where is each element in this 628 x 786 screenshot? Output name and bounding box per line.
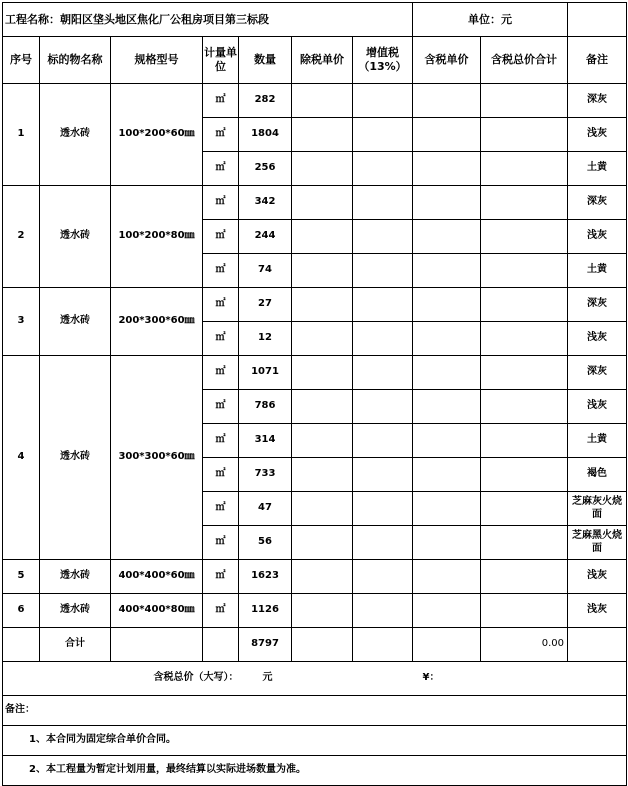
cell-total-inc-tax [481, 526, 568, 560]
cell-vat [353, 560, 413, 594]
note-row [3, 756, 627, 786]
cell-total-inc-tax [481, 458, 568, 492]
cell-unit: ㎡ [203, 118, 239, 152]
cell-qty: 1623 [239, 560, 292, 594]
cell-name: 透水砖 [40, 356, 111, 560]
price-table [2, 2, 627, 786]
cell-total-inc-tax [481, 186, 568, 220]
cell-spec: 300*300*60㎜ [111, 356, 203, 560]
table-row [3, 288, 627, 322]
cell-remark: 芝麻灰火烧面 [568, 492, 627, 526]
cell-unit: ㎡ [203, 152, 239, 186]
cell-price-ex-tax [292, 118, 353, 152]
cell-vat [353, 288, 413, 322]
grand-total-yuan: 元 [239, 662, 353, 696]
cell-qty: 56 [239, 526, 292, 560]
cell-unit: ㎡ [203, 220, 239, 254]
cell-unit: ㎡ [203, 594, 239, 628]
cell-qty: 1071 [239, 356, 292, 390]
cell-remark: 浅灰 [568, 322, 627, 356]
total-blank-spec [111, 628, 203, 662]
cell-price-inc-tax [413, 152, 481, 186]
cell-total-inc-tax [481, 424, 568, 458]
cell-name: 透水砖 [40, 288, 111, 356]
cell-qty: 1804 [239, 118, 292, 152]
cell-price-inc-tax [413, 424, 481, 458]
cell-vat [353, 254, 413, 288]
cell-price-ex-tax [292, 322, 353, 356]
cell-qty: 47 [239, 492, 292, 526]
total-amount: 0.00 [481, 628, 568, 662]
note-row [3, 726, 627, 756]
cell-vat [353, 594, 413, 628]
note-item: 2、本工程量为暂定计划用量，最终结算以实际进场数量为准。 [3, 756, 627, 786]
header-qty: 数量 [239, 37, 292, 84]
cell-price-inc-tax [413, 84, 481, 118]
cell-vat [353, 322, 413, 356]
cell-remark: 土黄 [568, 254, 627, 288]
cell-price-ex-tax [292, 254, 353, 288]
cell-unit: ㎡ [203, 560, 239, 594]
cell-seq: 4 [3, 356, 40, 560]
cell-vat [353, 356, 413, 390]
cell-unit: ㎡ [203, 288, 239, 322]
cell-remark: 芝麻黑火烧面 [568, 526, 627, 560]
cell-remark: 深灰 [568, 84, 627, 118]
table-row [3, 84, 627, 118]
table-row [3, 560, 627, 594]
cell-unit: ㎡ [203, 458, 239, 492]
cell-qty: 74 [239, 254, 292, 288]
cell-price-inc-tax [413, 560, 481, 594]
cell-price-ex-tax [292, 594, 353, 628]
note-item: 1、本合同为固定综合单价合同。 [3, 726, 627, 756]
cell-spec: 100*200*60㎜ [111, 84, 203, 186]
cell-vat [353, 152, 413, 186]
cell-seq: 2 [3, 186, 40, 288]
cell-spec: 100*200*80㎜ [111, 186, 203, 288]
cell-total-inc-tax [481, 254, 568, 288]
total-blank-seq [3, 628, 40, 662]
cell-qty: 12 [239, 322, 292, 356]
cell-total-inc-tax [481, 84, 568, 118]
cell-qty: 282 [239, 84, 292, 118]
cell-price-inc-tax [413, 492, 481, 526]
cell-price-ex-tax [292, 424, 353, 458]
header-spec: 规格型号 [111, 37, 203, 84]
unit-label: 单位：元 [413, 3, 568, 37]
cell-price-ex-tax [292, 152, 353, 186]
cell-vat [353, 84, 413, 118]
cell-vat [353, 492, 413, 526]
cell-qty: 733 [239, 458, 292, 492]
cell-unit: ㎡ [203, 390, 239, 424]
cell-price-ex-tax [292, 526, 353, 560]
header-remark: 备注 [568, 37, 627, 84]
cell-seq: 6 [3, 594, 40, 628]
cell-remark: 浅灰 [568, 220, 627, 254]
cell-vat [353, 220, 413, 254]
cell-qty: 342 [239, 186, 292, 220]
cell-total-inc-tax [481, 322, 568, 356]
cell-remark: 浅灰 [568, 560, 627, 594]
cell-price-ex-tax [292, 288, 353, 322]
cell-vat [353, 526, 413, 560]
cell-price-ex-tax [292, 390, 353, 424]
cell-qty: 314 [239, 424, 292, 458]
cell-remark: 土黄 [568, 424, 627, 458]
header-total-inc-tax: 含税总价合计 [481, 37, 568, 84]
total-qty: 8797 [239, 628, 292, 662]
cell-qty: 27 [239, 288, 292, 322]
cell-price-inc-tax [413, 186, 481, 220]
cell-qty: 244 [239, 220, 292, 254]
cell-price-inc-tax [413, 390, 481, 424]
table-row [3, 186, 627, 220]
notes-label-row [3, 696, 627, 726]
cell-total-inc-tax [481, 356, 568, 390]
cell-unit: ㎡ [203, 356, 239, 390]
cell-remark: 浅灰 [568, 390, 627, 424]
cell-total-inc-tax [481, 560, 568, 594]
total-blank-remark [568, 628, 627, 662]
cell-total-inc-tax [481, 220, 568, 254]
cell-price-ex-tax [292, 560, 353, 594]
cell-unit: ㎡ [203, 186, 239, 220]
total-blank-price [292, 628, 353, 662]
cell-unit: ㎡ [203, 424, 239, 458]
cell-remark: 土黄 [568, 152, 627, 186]
cell-price-inc-tax [413, 526, 481, 560]
cell-remark: 浅灰 [568, 594, 627, 628]
header-vat: 增值税（13%） [353, 37, 413, 84]
cell-total-inc-tax [481, 390, 568, 424]
header-price-ex-tax: 除税单价 [292, 37, 353, 84]
cell-remark: 深灰 [568, 356, 627, 390]
cell-name: 透水砖 [40, 84, 111, 186]
cell-spec: 200*300*60㎜ [111, 288, 203, 356]
cell-seq: 1 [3, 84, 40, 186]
table-row [3, 594, 627, 628]
cell-vat [353, 390, 413, 424]
cell-price-ex-tax [292, 492, 353, 526]
cell-spec: 400*400*60㎜ [111, 560, 203, 594]
cell-price-ex-tax [292, 84, 353, 118]
cell-spec: 400*400*80㎜ [111, 594, 203, 628]
cell-name: 透水砖 [40, 594, 111, 628]
total-blank-unit [203, 628, 239, 662]
header-seq: 序号 [3, 37, 40, 84]
project-name: 工程名称：朝阳区垡头地区焦化厂公租房项目第三标段 [3, 3, 413, 37]
cell-name: 透水砖 [40, 186, 111, 288]
cell-vat [353, 458, 413, 492]
grand-total-row [3, 662, 627, 696]
cell-vat [353, 186, 413, 220]
cell-price-inc-tax [413, 322, 481, 356]
cell-price-ex-tax [292, 356, 353, 390]
cell-total-inc-tax [481, 288, 568, 322]
cell-vat [353, 424, 413, 458]
total-blank-inc-price [413, 628, 481, 662]
total-blank-vat [353, 628, 413, 662]
cell-remark: 深灰 [568, 288, 627, 322]
cell-seq: 5 [3, 560, 40, 594]
cell-total-inc-tax [481, 594, 568, 628]
total-row [3, 628, 627, 662]
cell-remark: 褐色 [568, 458, 627, 492]
cell-unit: ㎡ [203, 322, 239, 356]
header-price-inc-tax: 含税单价 [413, 37, 481, 84]
cell-remark: 浅灰 [568, 118, 627, 152]
cell-price-inc-tax [413, 254, 481, 288]
cell-price-ex-tax [292, 458, 353, 492]
cell-price-inc-tax [413, 220, 481, 254]
cell-price-inc-tax [413, 458, 481, 492]
cell-price-inc-tax [413, 288, 481, 322]
header-name: 标的物名称 [40, 37, 111, 84]
cell-vat [353, 118, 413, 152]
cell-unit: ㎡ [203, 254, 239, 288]
cell-unit: ㎡ [203, 84, 239, 118]
cell-price-ex-tax [292, 220, 353, 254]
cell-name: 透水砖 [40, 560, 111, 594]
cell-price-ex-tax [292, 186, 353, 220]
cell-seq: 3 [3, 288, 40, 356]
title-blank-cell [568, 3, 627, 37]
cell-qty: 786 [239, 390, 292, 424]
cell-total-inc-tax [481, 492, 568, 526]
header-unit: 计量单位 [203, 37, 239, 84]
cell-unit: ㎡ [203, 492, 239, 526]
cell-remark: 深灰 [568, 186, 627, 220]
cell-total-inc-tax [481, 118, 568, 152]
notes-label: 备注： [3, 696, 627, 726]
cell-price-inc-tax [413, 356, 481, 390]
cell-unit: ㎡ [203, 526, 239, 560]
cell-price-inc-tax [413, 118, 481, 152]
cell-total-inc-tax [481, 152, 568, 186]
cell-qty: 256 [239, 152, 292, 186]
cell-price-inc-tax [413, 594, 481, 628]
grand-total-yen: ¥： [353, 662, 627, 696]
cell-qty: 1126 [239, 594, 292, 628]
grand-total-label: 含税总价（大写）： [3, 662, 239, 696]
table-row [3, 356, 627, 390]
total-label: 合计 [40, 628, 111, 662]
